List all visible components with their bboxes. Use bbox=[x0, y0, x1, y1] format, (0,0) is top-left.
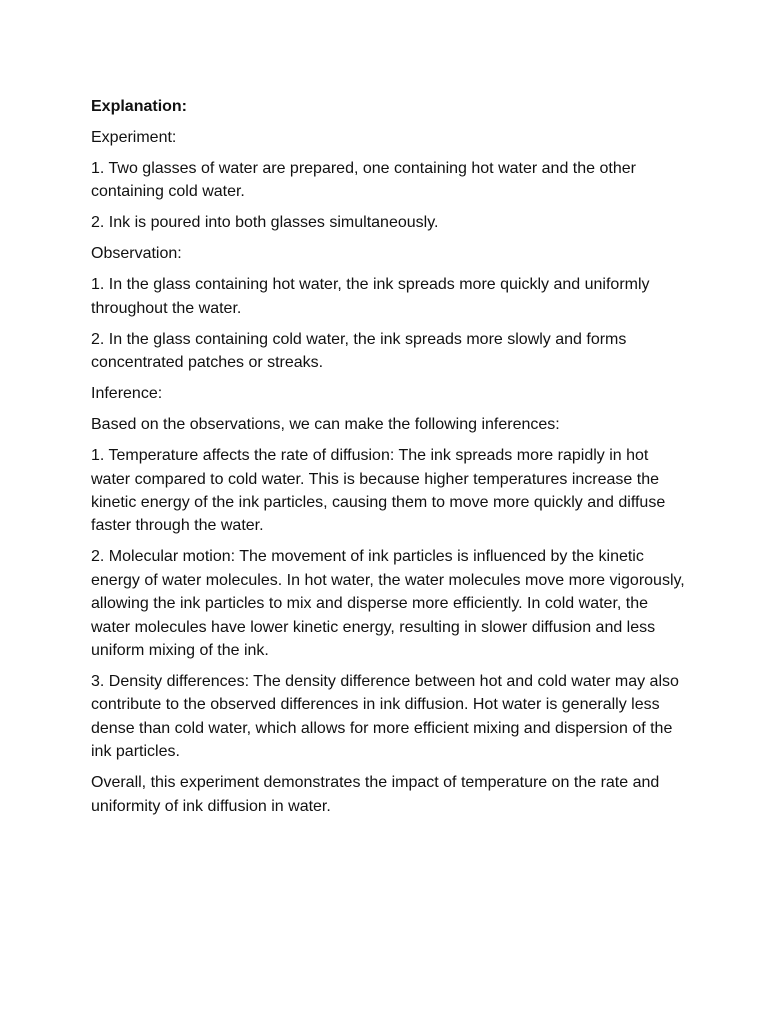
document-page bbox=[91, 95, 691, 826]
inference-1: 1. Temperature affects the rate of diffusion: The ink spreads more rapidly in hot water compared to cold water. This is because higher temperatures increase the kinetic energy of the ink particles, causing them to move more quickly and diffuse faster through the water. bbox=[91, 447, 666, 535]
document-title: Explanation: bbox=[91, 98, 188, 115]
inference-3: 3. Density differences: The density difference between hot and cold water may also contribute to the observed differences in ink diffusion. Hot water is generally less dense than cold water, which allows for more efficient mixing and dispersion of the ink particles. bbox=[91, 673, 679, 761]
observation-2: 2. In the glass containing cold water, the ink spreads more slowly and forms concentrated patches or streaks. bbox=[91, 330, 627, 372]
experiment-step-1: 1. Two glasses of water are prepared, one containing hot water and the other containing cold water. bbox=[91, 160, 636, 201]
experiment-step-2: 2. Ink is poured into both glasses simultaneously. bbox=[91, 214, 439, 232]
inference-2: 2. Molecular motion: The movement of ink particles is influenced by the kinetic energy of water molecules. In hot water, the water molecules move more vigorously, allowing the ink particles to mix and disperse more efficiently. In cold water, the water molecules have lower kinetic energy, resulting in slower diffusion and less uniform mixing of the ink. bbox=[91, 548, 685, 660]
observation-1: 1. In the glass containing hot water, the ink spreads more quickly and uniformly throughout the water. bbox=[91, 276, 650, 317]
section-heading-inference: Inference: bbox=[91, 385, 163, 403]
inference-intro: Based on the observations, we can make the following inferences: bbox=[91, 416, 560, 434]
conclusion-paragraph: Overall, this experiment demonstrates the impact of temperature on the rate and uniformity of ink diffusion in water. bbox=[91, 774, 660, 815]
section-heading-observation: Observation: bbox=[91, 245, 182, 263]
section-heading-experiment: Experiment: bbox=[91, 129, 177, 146]
